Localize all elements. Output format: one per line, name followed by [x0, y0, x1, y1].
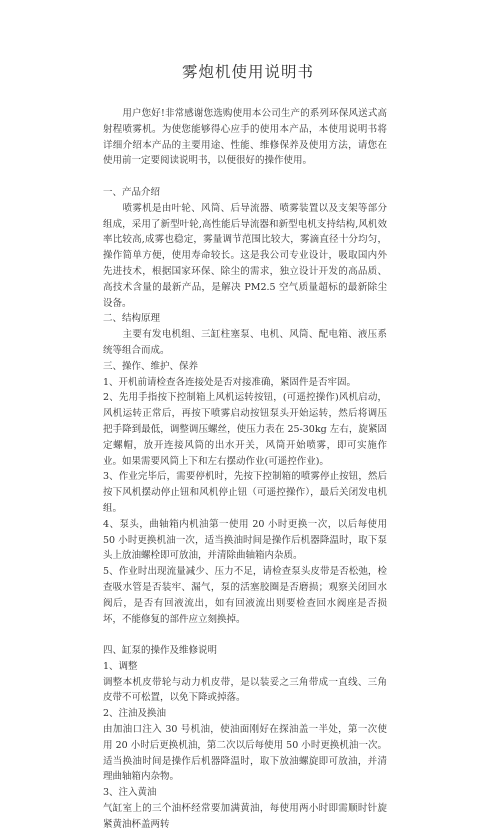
sub-heading: 1、调整 — [103, 660, 138, 672]
section-heading: 四、缸泵的操作及维修说明 — [103, 645, 218, 657]
document-body — [103, 106, 387, 833]
sub-heading: 2、注油及换油 — [103, 708, 167, 720]
list-item: 2、先用手指按下控制箱上风机运转按钮，(可遥控操作)风机启动，风机运转正常后，再按下喷雾启动按钮泵头开始运转，然后将调压把手降到最低，调整调压螺丝，使压力表在 25-30kg 左右，旋紧固定螺帽，放开连接风筒的出水开关，风筒开始喷雾，即可实施作业。如果需要风筒上下和左右摆动作业(可遥控作业)。 — [103, 392, 387, 467]
list-item: 1、开机前请检查各连接处是否对接准确，紧固件是否牢固。 — [103, 376, 357, 388]
section-heading: 一、产品介绍 — [103, 186, 161, 198]
section-paragraph: 喷雾机是由叶轮、风筒、后导流器、喷雾装置以及支架等部分组成，采用了新型叶轮,高性能后导流器和新型电机支持结构,风机效率比较高,成雾也稳定，雾量调节范围比较大，雾滴直径十分均匀，操作简单方便，使用寿命较长。这是我公司专业设计，吸取国内外先进技术，根据国家环保、除尘的需求，独立设计开发的高品质、高技术含量的最新产品，是解决 PM2.5 空气质量超标的最新除尘设备。 — [103, 202, 387, 309]
spacer — [103, 627, 387, 643]
section-paragraph: 主要有发电机组、三缸柱塞泵、电机、风筒、配电箱、液压系统等组合而成。 — [103, 329, 387, 356]
list-item: 5、作业时出现流量减少、压力不足，请检查泵头皮带是否松弛，检查吸水管是否装牢、漏气，泵的活塞胶圈是否磨损；观察关闭回水阀后，是否有回液流出，如有回液流出则要检查回水阀座是否损坏，不能修复的部件应立刻换掉。 — [103, 566, 387, 625]
intro-paragraph: 用户您好!非常感谢您选购使用本公司生产的系列环保风送式高射程喷雾机。为使您能够得心应手的使用本产品，本使用说明书将详细介绍本产品的主要用途、性能、维修保养及使用方法，请您在使用前一定要阅读说明书，以便很好的操作使用。 — [103, 108, 387, 167]
document-title: 雾炮机使用说明书 — [181, 63, 314, 81]
sub-heading: 3、注入黄油 — [103, 787, 157, 799]
section-heading: 三、操作、维护、保养 — [103, 360, 199, 372]
section-paragraph: 调整本机皮带轮与动力机皮带，是以装妥之三角带成一直线、三角皮带不可松置，以免下降或掉落。 — [103, 676, 387, 704]
spacer — [103, 169, 387, 185]
section-heading: 二、结构原理 — [103, 313, 161, 325]
list-item: 3、作业完毕后，需要停机时，先按下控制箱的喷雾停止按钮，然后按下风机摆动停止钮和风机停止钮（可遥控操作），最后关闭发电机组。 — [103, 471, 387, 514]
section-paragraph: 由加油口注入 30 号机油，使油面刚好在探油盖一半处，第一次使用 20 小时后更换机油，第二次以后每使用 50 小时更换机油一次。适当换油时间是操作后机器降温时，取下放油螺旋即可放油，并清理曲轴箱内杂物。 — [103, 724, 387, 783]
section-paragraph: 气缸室上的三个油杯经常要加满黄油，每使用两小时即需顺时针旋紧黄油杯盖两转 — [103, 803, 387, 830]
list-item: 4、泵头，曲轴箱内机油第一使用 20 小时更换一次，以后每使用 50 小时更换机油一次，适当换油时间是操作后机器降温时，取下泵头上放油螺栓即可放油，并清除曲轴箱内杂质。 — [103, 518, 387, 562]
